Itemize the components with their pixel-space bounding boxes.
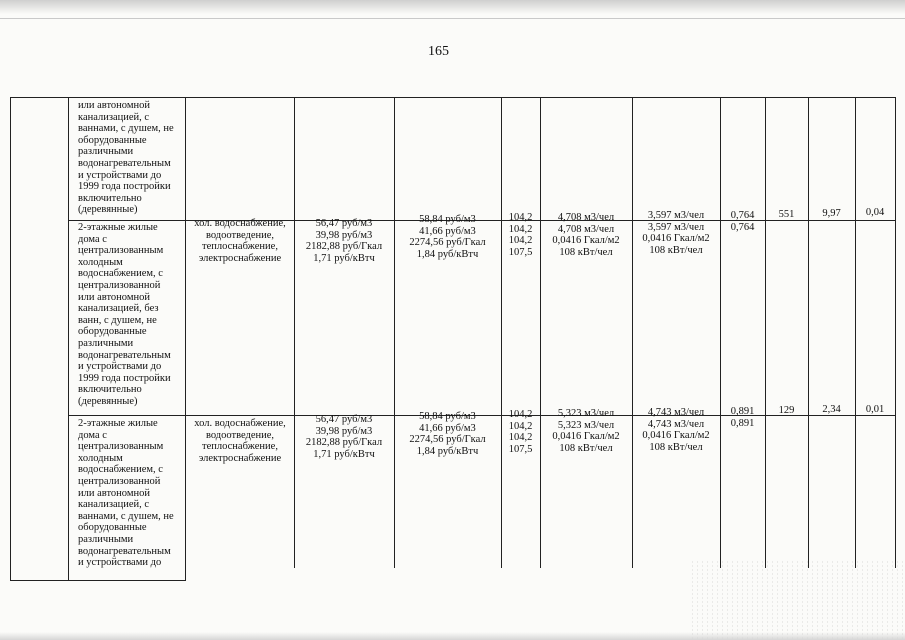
column-divider — [540, 97, 541, 568]
column-divider — [855, 97, 856, 568]
value-cell: 2,34 — [822, 404, 841, 415]
page-number: 165 — [428, 44, 449, 59]
coef-cell: 0,891 0,891 — [730, 406, 755, 429]
table-border-top — [10, 97, 896, 98]
column-divider — [394, 97, 395, 568]
tariff-prev-cell: 56,47 руб/м3 39,98 руб/м3 2182,88 руб/Гкал 1,71 руб/кВтч — [305, 218, 383, 264]
index-cell: 104,2 104,2 104,2 107,5 — [508, 212, 533, 258]
column-divider — [720, 97, 721, 568]
value-cell: 0,04 — [865, 207, 885, 218]
scan-noise — [690, 560, 905, 640]
tariff-new-cell: 58,84 руб/м3 41,66 руб/м3 2274,56 руб/Гкал 1,84 руб/кВтч — [409, 214, 486, 260]
row-description: 2-этажные жилые дома с централизованным холодным водоснабжением, с централизованной или автономной канализацией, с ваннами, с душем, не оборудованные различными водонагревательным и устройствами до — [78, 418, 174, 569]
column-divider — [765, 97, 766, 568]
row-description: 2-этажные жилые дома с централизованным холодным водоснабжением, с централизованной или автономной канализацией, без ванн, с душем, не оборудованные различными водонагревательным и устройствами до 1999 года постройки включительно (деревянные) — [78, 222, 171, 407]
scan-artifact-line — [0, 18, 905, 19]
table-border-bottom — [10, 580, 186, 581]
table-border-left — [10, 97, 11, 581]
services-cell: хол. водоснабжение, водоотведение, теплоснабжение, электроснабжение — [194, 218, 286, 264]
norm-a-cell: 5,323 м3/чел 5,323 м3/чел 0,0416 Гкал/м2 108 кВт/чел — [552, 408, 620, 454]
column-divider — [501, 97, 502, 568]
column-divider — [68, 97, 69, 581]
norm-b-cell: 4,743 м3/чел 4,743 м3/чел 0,0416 Гкал/м2 108 кВт/чел — [642, 407, 710, 453]
column-divider — [185, 97, 186, 581]
tariff-prev-cell: 56,47 руб/м3 39,98 руб/м3 2182,88 руб/Гкал 1,71 руб/кВтч — [305, 414, 383, 460]
coef-cell: 0,764 0,764 — [730, 210, 755, 233]
table-border-right — [895, 97, 896, 568]
count-cell: 551 — [778, 209, 795, 220]
count-cell: 129 — [778, 405, 795, 416]
column-divider — [294, 97, 295, 568]
row-description: или автономной канализацией, с ваннами, с душем, не оборудованные различными водонагревательным и устройствами до 1999 года постройки включительно (деревянные) — [78, 100, 174, 216]
column-divider — [632, 97, 633, 568]
norm-b-cell: 3,597 м3/чел 3,597 м3/чел 0,0416 Гкал/м2 108 кВт/чел — [642, 210, 710, 256]
norm-a-cell: 4,708 м3/чел 4,708 м3/чел 0,0416 Гкал/м2 108 кВт/чел — [552, 212, 620, 258]
value-cell: 0,01 — [865, 404, 885, 415]
tariff-new-cell: 58,84 руб/м3 41,66 руб/м3 2274,56 руб/Гкал 1,84 руб/кВтч — [409, 411, 486, 457]
scan-bottom-edge — [0, 632, 905, 640]
services-cell: хол. водоснабжение, водоотведение, теплоснабжение, электроснабжение — [194, 418, 286, 464]
column-divider — [808, 97, 809, 568]
index-cell: 104,2 104,2 104,2 107,5 — [508, 409, 533, 455]
scan-top-edge — [0, 0, 905, 14]
value-cell: 9,97 — [822, 208, 841, 219]
